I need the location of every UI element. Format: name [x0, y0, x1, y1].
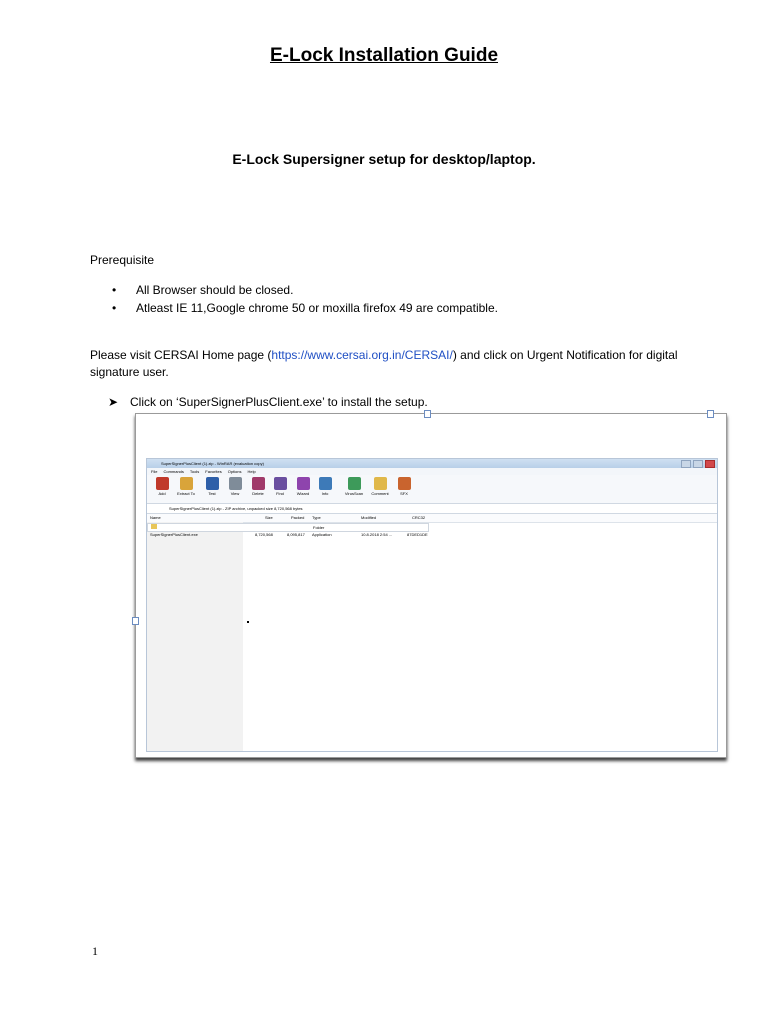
col-crc32[interactable]: CRC32	[412, 515, 426, 520]
prerequisite-item-compatibility: • Atleast IE 11,Google chrome 50 or moxilla firefox 49 are compatible.	[112, 300, 498, 318]
delete-icon	[252, 477, 265, 490]
paragraph-tail-text: ) and click on Urgent Notification for digital signature user.	[90, 348, 678, 379]
prerequisite-list	[112, 282, 498, 318]
toolbar	[147, 475, 717, 504]
delete-label: Delete	[252, 491, 264, 496]
prerequisite-heading: Prerequisite	[90, 253, 155, 267]
menu-options[interactable]: Options	[227, 469, 242, 474]
minimize-icon[interactable]	[681, 460, 691, 468]
view-button[interactable]	[224, 477, 246, 496]
virusscan-icon	[348, 477, 361, 490]
table-row-file[interactable]	[147, 531, 437, 538]
menu-commands[interactable]: Commands	[163, 469, 184, 474]
menu-help[interactable]: Help	[247, 469, 256, 474]
maximize-icon[interactable]	[693, 460, 703, 468]
info-icon	[319, 477, 332, 490]
cursor-mark	[247, 621, 249, 623]
sfx-button[interactable]	[393, 477, 415, 496]
sfx-label: SFX	[400, 491, 408, 496]
address-bar[interactable]	[147, 504, 717, 514]
instruction-paragraph	[90, 347, 690, 381]
folder-icon	[151, 524, 157, 529]
virusscan-button[interactable]	[341, 477, 367, 496]
info-label: Info	[321, 491, 329, 496]
prerequisite-item-browser: • All Browser should be closed.	[112, 282, 498, 300]
add-icon	[156, 477, 169, 490]
file-name: SuperSignerPlusClient.exe	[150, 532, 198, 537]
wizard-label: Wizard	[296, 491, 310, 496]
comment-button[interactable]	[368, 477, 392, 496]
resize-handle[interactable]	[424, 410, 431, 418]
file-crc: 87DED1DE	[407, 532, 428, 537]
test-label: Test	[208, 491, 216, 496]
extract-label: Extract To	[177, 491, 195, 496]
test-icon	[206, 477, 219, 490]
file-modified: 10.8.2018 2:54 ...	[361, 532, 393, 537]
info-button[interactable]	[314, 477, 336, 496]
window-title: SuperSignerPlusClient (1).zip - WinRAR (evaluation copy)	[161, 461, 264, 466]
delete-button[interactable]	[247, 477, 269, 496]
install-step-text: Click on ‘SuperSignerPlusClient.exe’ to install the setup.	[130, 395, 428, 409]
menu-favorites[interactable]: Favorites	[205, 469, 222, 474]
arrow-bullet-icon: ➤	[108, 395, 119, 409]
col-name[interactable]: Name	[150, 515, 161, 520]
add-button[interactable]	[151, 477, 173, 496]
comment-label: Comment	[371, 491, 389, 496]
add-label: Add	[158, 491, 166, 496]
close-icon[interactable]	[705, 460, 715, 468]
menu-bar	[147, 468, 717, 475]
file-type: Application	[312, 532, 332, 537]
page-title: E-Lock Installation Guide	[269, 45, 499, 66]
find-icon	[274, 477, 287, 490]
comment-icon	[374, 477, 387, 490]
wizard-icon	[297, 477, 310, 490]
view-icon	[229, 477, 242, 490]
menu-tools[interactable]: Tools	[189, 469, 200, 474]
paragraph-lead-text: Please visit CERSAI Home page (	[90, 348, 272, 362]
resize-handle[interactable]	[707, 410, 714, 418]
view-label: View	[230, 491, 240, 496]
resize-handle[interactable]	[132, 617, 139, 625]
section-subtitle: E-Lock Supersigner setup for desktop/laptop.	[232, 151, 536, 167]
col-packed[interactable]: Packed	[291, 515, 305, 520]
test-button[interactable]	[201, 477, 223, 496]
col-size[interactable]: Size	[265, 515, 273, 520]
wizard-button[interactable]	[292, 477, 314, 496]
col-modified[interactable]: Modified	[361, 515, 377, 520]
window-titlebar	[147, 459, 717, 468]
virusscan-label: VirusScan	[344, 491, 364, 496]
file-size: 8,720,568	[255, 532, 273, 537]
menu-file[interactable]: File	[151, 469, 158, 474]
address-text: SuperSignerPlusClient (1).zip - ZIP archive, unpacked size 8,720,568 bytes	[169, 506, 303, 511]
find-button[interactable]	[269, 477, 291, 496]
winrar-screenshot	[135, 413, 727, 758]
winrar-window	[146, 458, 718, 752]
folder-type: Folder	[313, 525, 325, 530]
install-step	[108, 394, 428, 411]
extract-to-button[interactable]	[175, 477, 197, 496]
folder-tree-pane	[147, 522, 243, 751]
find-label: Find	[276, 491, 284, 496]
file-packed: 8,095,817	[287, 532, 305, 537]
cersai-link[interactable]: https://www.cersai.org.in/CERSAI/	[271, 348, 453, 362]
extract-icon	[180, 477, 193, 490]
col-type[interactable]: Type	[312, 515, 321, 520]
page-number: 1	[92, 944, 98, 958]
sfx-icon	[398, 477, 411, 490]
